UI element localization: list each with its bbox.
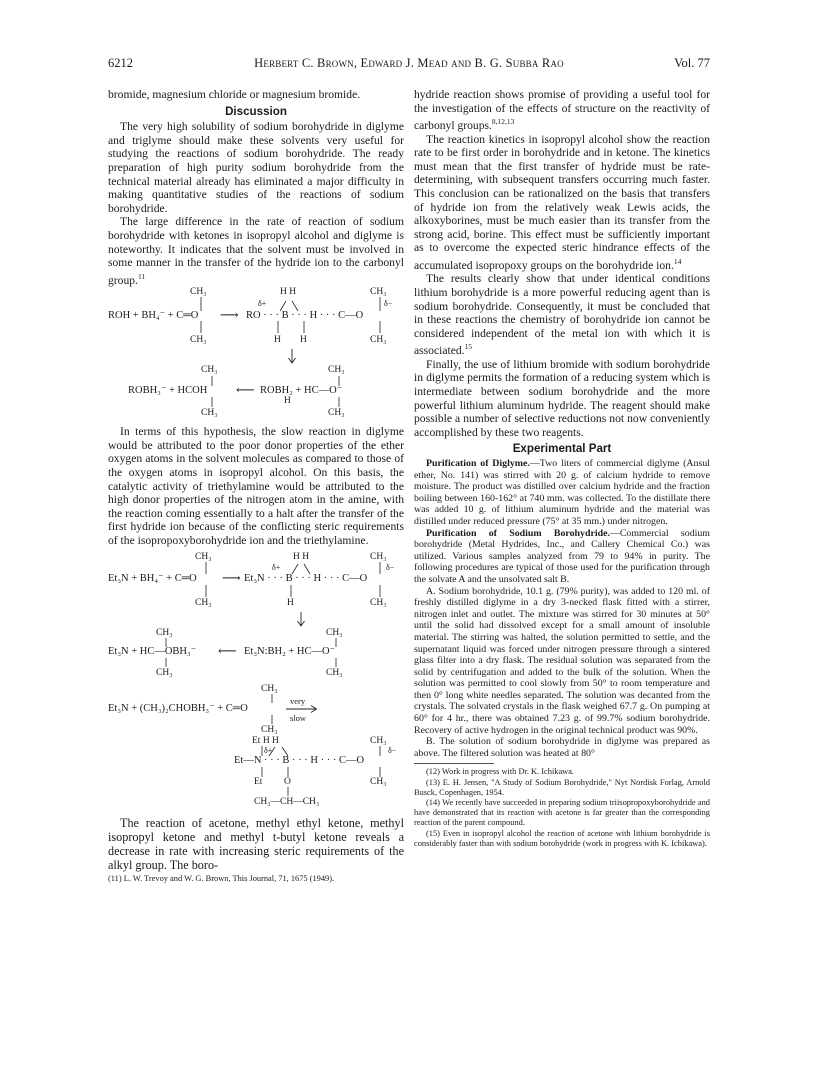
reaction-arrow: ⟶	[222, 569, 241, 585]
paragraph: bromide, magnesium chloride or magnesium bromide.	[108, 88, 361, 101]
paragraph	[414, 133, 710, 273]
footnote-14: (14) We recently have succeeded in preparing sodium triisopropoxyborohydride and have demonstrated that its reaction with acetone is far greater than the corresponding reaction of the parent compound.	[414, 798, 710, 828]
transition-state: RO · · · B · · · H · · · C—O	[246, 310, 364, 322]
condition-slow: slow	[290, 712, 307, 723]
substituent-ch3: CH₃	[201, 365, 218, 376]
right-column	[414, 88, 710, 849]
footnote-ref: 15	[464, 342, 473, 352]
footnote-12: (12) Work in progress with Dr. K. Ichikawa.	[426, 767, 575, 777]
substituent-ch3: CH₃	[370, 735, 387, 746]
substituent-ch3: CH₃	[201, 408, 218, 419]
reaction-arrow: ⟶	[220, 307, 239, 323]
intermediate: ROBH₂ + HC—O⁻	[260, 385, 343, 397]
footnote-13: (13) E. H. Jensen, "A Study of Sodium Borohydride," Nyt Nordisk Forlag, Arnold Busck, Copenhagen, 1954.	[414, 777, 710, 797]
running-header	[108, 56, 710, 72]
products: Et₃N + HC—OBH₃⁻	[108, 645, 197, 657]
paragraph	[414, 272, 710, 357]
down-arrow-icon	[108, 349, 404, 365]
equation-2	[108, 365, 404, 421]
footnote-ref: 8,12,13	[491, 117, 515, 127]
ethyl-hydrogens: Et H H	[252, 735, 279, 746]
paragraph: In terms of this hypothesis, the slow reaction in diglyme would be attributed to the poor donor properties of the ether oxygen atoms in the solvent molecules as compared to those of the oxygen atoms in isopropyl alcohol. On this basis, the catalytic activity of triethylamine would be attributed to the high donor properties of the nitrogen atom in the amine, with the reaction coming essentially to a halt after the transfer of the first hydride ion because of the conflicting steric requirements of the isopropoxyborohydride ion and the triethylamine.	[108, 425, 404, 547]
experimental-paragraph: A. Sodium borohydride, 10.1 g. (79% purity), was added to 120 ml. of freshly distilled diglyme in a dry 3-necked flask fitted with a stirrer, nitrogen inlet and outlet. The mixture was stirred for 30 minutes at 50° until the solid had dissolved except for a small amount of insoluble material. The stirring was halted, the solution permitted to settle, and the supernatant liquid was forced under nitrogen pressure through a sintered glass filter into a dry flask. The residual solution was separated from the solid by centrifugation and added to the bulk of the solution. When the solution was permitted to cool slowly from 50° to room temperature and then 0° long white needles separated. The solution was decanted from the crystals. The solvated crystals in the flask weighed 67.7 g. On pumping at 60° for 4 hr., there was obtained 7.23 g. of 99.7% sodium borohydride. Recovery of active hydrogen in the original technical product was 90%.	[414, 585, 710, 736]
running-title: Herbert C. Brown, Edward J. Mead and B. G. Subba Rao	[254, 56, 564, 70]
paragraph-text: The results clearly show that under identical conditions lithium borohydride is a more powerful reducing agent than is sodium borohydride. Consequently, it must be concluded that in these reactions the chemistry of borohydride ion cannot be considered independent of the metal ion with which it is associated.	[414, 272, 710, 358]
transition-state: Et—N · · · B · · · H · · · C—O	[234, 754, 365, 766]
equation-6	[108, 736, 404, 810]
run-in-heading: Purification of Diglyme.	[426, 458, 530, 470]
hydrogen: H	[287, 597, 294, 608]
section-heading-discussion: Discussion	[225, 104, 287, 118]
substituent-ch3: CH₃	[156, 627, 173, 638]
substituent-ch3: CH₃	[156, 667, 173, 678]
down-arrow	[108, 612, 404, 628]
reaction-arrow: ⟵	[236, 382, 255, 398]
partial-negative: δ−	[384, 299, 393, 309]
paragraph-text: hydride reaction shows promise of providing a useful tool for the investigation of the effects of structure on the reactivity of carbonyl groups.	[414, 88, 710, 133]
partial-positive: δ+	[272, 562, 281, 572]
hydrogen: H	[284, 396, 291, 407]
paragraph-text: The large difference in the rate of reaction of sodium borohydride with ketones in isopropyl alcohol and diglyme is noteworthy. It indicates that the solvent must be involved in some manner in the transfer of the hydride ion to the carbonyl group.	[108, 215, 404, 287]
paragraph-text: —Two liters of commercial diglyme (Ansul ether, No. 141) was stirred with 20 g. of calcium hydride to remove moisture. The product was distilled over calcium hydride and the fraction boiling between 160-162° at 740 mm. was collected. To the distillate there was added 10 g. of lithium aluminum hydride and the material was distilled under reduced pressure (75° at 35 mm.) under nitrogen.	[414, 458, 711, 527]
section-heading-experimental: Experimental Part	[512, 442, 612, 456]
paragraph: The very high solubility of sodium borohydride in diglyme and triglyme should make these solvents very useful for studying the reactions of sodium borohydride. The ready preparation of high purity sodium borohydride from the technical material already has eliminated a major difficulty in making quantitative studies of the reactions of sodium borohydride.	[108, 120, 404, 215]
substituent-ch3: CH₃	[195, 551, 212, 562]
hydrogens: H H	[293, 551, 310, 562]
paragraph: Finally, the use of lithium bromide with sodium borohydride in diglyme permits the formation of a reducing system which is intermediate between sodium borohydride and the more powerful lithium aluminum hydride. The reagent should make possible a number of selective reductions not now conveniently accomplished by these two reagents.	[414, 357, 710, 439]
experimental-paragraph	[414, 528, 710, 586]
substituent-ch3: CH₃	[370, 551, 387, 562]
footnote-divider	[414, 763, 494, 764]
transition-state: Et₃N · · · B · · · H · · · C—O	[244, 572, 368, 584]
hydrogen: H	[300, 335, 307, 346]
left-column	[108, 88, 404, 884]
substituent-ch3: CH₃	[261, 724, 278, 735]
substituent-ch3: CH₃	[328, 365, 345, 376]
equation-5	[108, 684, 404, 736]
substituent-ch3: CH₃	[326, 627, 343, 638]
substituent-ch3: CH₃	[190, 335, 207, 346]
equation-3	[108, 552, 404, 612]
substituent-ch3: CH₃	[328, 408, 345, 419]
hydrogens: H H	[280, 287, 297, 298]
partial-negative: δ−	[386, 562, 395, 572]
partial-positive: δ+	[264, 745, 273, 755]
substituent-ch3: CH₃	[190, 287, 207, 298]
partial-negative: δ−	[388, 745, 397, 755]
substituent-ch3: CH₃	[326, 667, 343, 678]
experimental-paragraph	[414, 458, 710, 528]
footnote-ref: 11	[137, 271, 146, 281]
volume-label: Vol. 77	[674, 56, 710, 70]
hydrogen: H	[274, 335, 281, 346]
footnote-15: (15) Even in isopropyl alcohol the reaction of acetone with lithium borohydride is considerably faster than with sodium borohydride (work in progress with K. Ichikawa).	[414, 828, 710, 848]
isopropyl-group: CH₃—CH—CH₃	[254, 796, 320, 807]
equation-1	[108, 287, 404, 349]
paragraph-text: The reaction kinetics in isopropyl alcohol show the reaction rate to be first order in borohydride and in ketone. The kinetics must mean that the first transfer of hydride must be rate-determining, with subsequent transfers occurring much faster. This conclusion can be rationalized on the basis that transfers of hydride ion from the relatively weak Lewis acids, the alkoxyborines, must be much easier than its transfer from the strong acid, borine. This effect must be sufficiently important as to overcome the expected steric hindrance effects of the accumulated isopropoxy groups on the borohydride ion.	[414, 132, 710, 272]
intermediate: Et₃N:BH₂ + HC—O⁻	[244, 645, 336, 657]
substituent-ch3: CH₃	[370, 287, 387, 298]
reactants: Et₃N + BH₄⁻ + C═O	[108, 572, 197, 584]
substituent-ch3: CH₃	[195, 597, 212, 608]
substituent-ch3: CH₃	[370, 335, 387, 346]
oxygen: O	[284, 776, 291, 787]
experimental-paragraph: B. The solution of sodium borohydride in diglyme was prepared as above. The filtered solution was heated at 80°	[414, 736, 710, 759]
reaction-arrow: ⟵	[218, 642, 237, 658]
footnote-ref: 14	[673, 256, 682, 266]
ethyl: Et	[254, 776, 263, 787]
page-number: 6212	[108, 56, 133, 70]
footnote-11: (11) L. W. Trevoy and W. G. Brown, This Journal, 71, 1675 (1949).	[108, 873, 335, 883]
reactants: ROH + BH₄⁻ + C═O	[108, 310, 199, 322]
reactants: Et₃N + (CH₃)₂CHOBH₃⁻ + C═O	[108, 702, 248, 714]
down-arrow-icon	[108, 612, 404, 628]
condition-very: very	[290, 695, 306, 706]
paragraph	[414, 88, 710, 133]
paragraph-text: —Commercial sodium borohydride (Metal Hydrides, Inc., and Callery Chemical Co.) was utilized. Various samples analyzed from 79 to 94% in purity. The following procedures are typical of those used for the purification through the solvate A and the unsolvated salt B.	[414, 527, 710, 585]
substituent-ch3: CH₃	[370, 776, 387, 787]
products: ROBH₃⁻ + HCOH	[128, 385, 208, 397]
run-in-heading: Purification of Sodium Borohydride.	[426, 527, 610, 539]
equation-4	[108, 628, 404, 678]
paragraph: The reaction of acetone, methyl ethyl ketone, methyl isopropyl ketone and methyl t-butyl ketone reveals a decrease in rate with increasing steric requirements of the alkyl group. The boro-	[108, 815, 404, 872]
substituent-ch3: CH₃	[261, 683, 278, 694]
down-arrow	[108, 349, 404, 365]
paragraph	[108, 215, 404, 287]
substituent-ch3: CH₃	[370, 597, 387, 608]
partial-positive: δ+	[258, 299, 267, 309]
